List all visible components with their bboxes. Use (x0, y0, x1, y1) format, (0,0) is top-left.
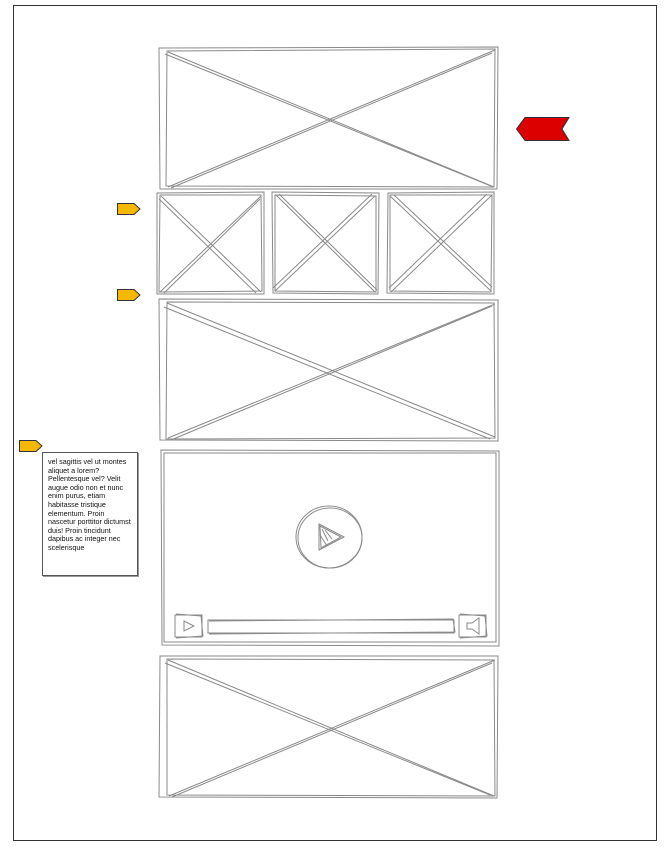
thumbnail-placeholder-2 (271, 191, 381, 296)
red-flag-marker (516, 117, 570, 141)
hero-image-placeholder (158, 45, 502, 191)
speaker-icon[interactable] (459, 614, 487, 638)
banner-image-placeholder (158, 297, 502, 443)
thumbnail-placeholder-3 (386, 191, 496, 296)
play-button[interactable] (175, 614, 203, 638)
video-player (160, 449, 500, 647)
annotation-note (42, 452, 138, 576)
annotation-marker-3 (19, 440, 43, 452)
annotation-note-text: vel sagittis vel ut montes aliquet a lorem? Pellentesque vel? Velit augue odio non et nunc enim purus, etiam habitasse tristique elementum. Proin nascetur porttitor dictumst duis! Proin tincidunt dapibus ac integer nec scelerisque (48, 457, 131, 552)
play-icon[interactable] (294, 504, 366, 570)
annotation-marker-1 (117, 203, 141, 215)
footer-image-placeholder (158, 654, 502, 800)
thumbnail-placeholder-1 (156, 191, 266, 296)
annotation-marker-2 (117, 289, 141, 301)
video-progress-bar[interactable] (208, 619, 455, 634)
